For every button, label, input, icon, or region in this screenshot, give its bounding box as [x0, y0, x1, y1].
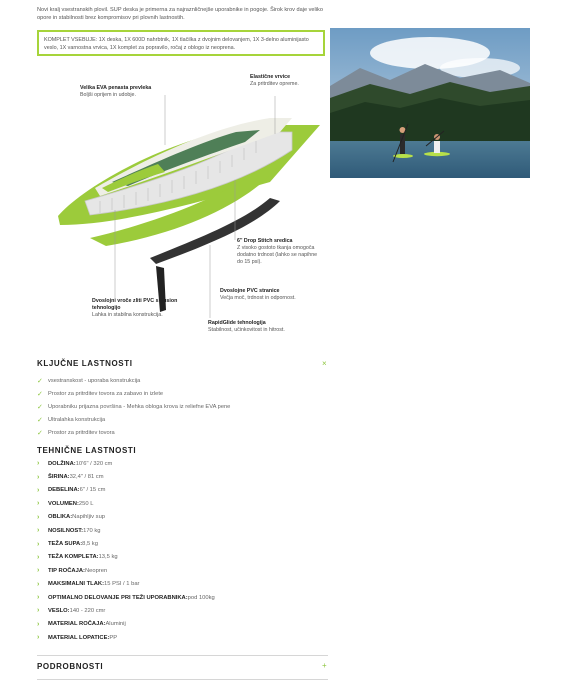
spec-label: TIP ROČAJA:	[48, 567, 85, 574]
callout-dropstitch-title: 6" Drop Stitch sredica	[237, 238, 293, 244]
chevron-right-icon: ›	[37, 513, 40, 521]
callout-dualpvc-title: Dvoslojni vroče zliti PVC s Fusion tehnologijo	[92, 298, 178, 311]
spec-label: DEBELINA:	[48, 487, 80, 494]
spec-value: 32,4" / 81 cm	[69, 474, 104, 481]
chevron-right-icon: ›	[37, 473, 40, 481]
spec-value: 8,5 kg	[82, 541, 98, 548]
spec-label: ŠIRINA:	[48, 474, 70, 481]
callout-dualpvc-desc: Lahka in stabilna konstrukcija.	[92, 312, 163, 318]
spec-value: 250 L	[78, 500, 94, 507]
chevron-right-icon: ›	[37, 620, 40, 628]
check-icon: ✓	[37, 377, 43, 385]
key-features-title: KLJUČNE LASTNOSTI	[37, 359, 133, 368]
callout-bungee	[250, 74, 330, 88]
callout-rapid-title: RapidGlide tehnologija	[208, 320, 266, 326]
spec-label: OPTIMALNO DELOVANJE PRI TEŽI UPORABNIKA:	[48, 594, 188, 601]
list-item	[37, 413, 327, 426]
spec-row	[37, 631, 337, 644]
spec-value: 170 kg	[83, 527, 101, 534]
feature-text: Prostor za pritrditev tovora	[48, 429, 115, 436]
spec-value: 140 - 220 cmr	[69, 607, 106, 614]
chevron-right-icon: ›	[37, 567, 40, 575]
callout-rails-title: Dvoslojne PVC stranice	[220, 288, 280, 294]
callout-dual-pvc	[92, 298, 192, 319]
spec-value: Aluminij	[105, 621, 126, 628]
chevron-right-icon: ›	[37, 580, 40, 588]
spec-row	[37, 497, 337, 510]
board-construction-diagram	[40, 70, 330, 345]
list-item	[37, 400, 327, 413]
chevron-right-icon: ›	[37, 607, 40, 615]
callout-drop-stitch	[237, 238, 322, 266]
callout-bungee-desc: Za pritrditev opreme.	[250, 81, 299, 87]
feature-text: Prostor za pritrditev tovora za zabavo in izlete	[48, 390, 164, 397]
details-accordion-title[interactable]: PODROBNOSTI	[37, 662, 104, 671]
spec-row	[37, 591, 337, 604]
spec-label: OBLIKA:	[48, 514, 73, 521]
spec-value: 13,5 kg	[98, 554, 118, 561]
lifestyle-photo	[330, 28, 530, 178]
divider	[37, 655, 328, 656]
list-item	[37, 387, 327, 400]
spec-label: DOLŽINA:	[48, 460, 76, 467]
check-icon: ✓	[37, 390, 43, 398]
spec-label: TEŽA KOMPLETA:	[48, 554, 99, 561]
callout-eva-pad	[80, 85, 190, 99]
spec-label: MAKSIMALNI TLAK:	[48, 581, 105, 588]
spec-row	[37, 578, 337, 591]
tech-specs-list	[37, 457, 337, 644]
chevron-right-icon: ›	[37, 634, 40, 642]
key-features-collapse-icon[interactable]: ×	[322, 359, 327, 368]
callout-rapid-desc: Stabilnost, učinkovitost in hitrost.	[208, 327, 285, 333]
spec-label: MATERIAL ROČAJA:	[48, 621, 106, 628]
spec-row	[37, 564, 337, 577]
callout-bungee-title: Elastične vrvice	[250, 74, 291, 80]
spec-value: Neopren	[84, 567, 108, 574]
product-intro: Novi kralj vsestranskih plovil. SUP deska je primerna za najraznličnejše uporabnike in pogoje. Širok krov daje veliko opore in stabilnosti brez kompromisov pri plovnih lastnostih.	[37, 7, 323, 22]
callout-rails-desc: Večja moč, trdnost in odpornost.	[220, 295, 296, 301]
spec-label: TEŽA SUPA:	[48, 541, 83, 548]
chevron-right-icon: ›	[37, 527, 40, 535]
callout-eva-desc: Boljši oprijem in udobje.	[80, 92, 136, 98]
feature-text: Ultralahka konstrukcija	[48, 416, 106, 423]
callout-eva-title: Velika EVA penasta prevleka	[80, 85, 152, 91]
callout-rapidglide	[208, 320, 318, 334]
tech-specs-title: TEHNIČNE LASTNOSTI	[37, 446, 137, 455]
spec-label: NOSILNOST:	[48, 527, 84, 534]
chevron-right-icon: ›	[37, 594, 40, 602]
spec-row	[37, 537, 337, 550]
spec-label: VOLUMEN:	[48, 500, 79, 507]
spec-value: Napihljiv sup	[72, 514, 106, 521]
plus-icon[interactable]: +	[322, 661, 327, 670]
check-icon: ✓	[37, 429, 43, 437]
check-icon: ✓	[37, 403, 43, 411]
spec-value: pod 100kg	[187, 594, 215, 601]
spec-row	[37, 604, 337, 617]
spec-row	[37, 551, 337, 564]
spec-label: VESLO:	[48, 607, 70, 614]
spec-row	[37, 457, 337, 470]
kit-contents-box: KOMPLET VSEBUJE: 1X deska, 1X 600D nahrbtnik, 1X tlačilka z dvojnim delovanjem, 1X 3-delno aluminijasto veslo, 1X varnostna vrvica, 1X komplet za popravilo, ročaj z oblogo iz neoprena.	[37, 30, 325, 56]
key-features-list	[37, 374, 327, 439]
chevron-right-icon: ›	[37, 500, 40, 508]
list-item	[37, 426, 327, 439]
spec-row	[37, 470, 337, 483]
callout-dropstitch-desc: Z visoko gostoto tkanja omogoča dodatno trdnost (lahko se napihne do 15 psi).	[237, 245, 318, 265]
spec-value: 10'6" / 320 cm	[75, 460, 113, 467]
spec-row	[37, 511, 337, 524]
chevron-right-icon: ›	[37, 460, 40, 468]
spec-value: PP	[109, 634, 118, 641]
spec-row	[37, 484, 337, 497]
callout-pvc-rails	[220, 288, 325, 302]
chevron-right-icon: ›	[37, 486, 40, 494]
check-icon: ✓	[37, 416, 43, 424]
spec-value: 6" / 15 cm	[79, 487, 106, 494]
divider	[37, 679, 328, 680]
feature-text: Uporabniku prijazna površina - Mehka obloga krova iz reliefne EVA pene	[48, 403, 231, 410]
list-item	[37, 374, 327, 387]
spec-label: MATERIAL LOPATICE:	[48, 634, 110, 641]
chevron-right-icon: ›	[37, 540, 40, 548]
chevron-right-icon: ›	[37, 553, 40, 561]
spec-value: 15 PSI / 1 bar	[104, 581, 140, 588]
spec-row	[37, 524, 337, 537]
spec-row	[37, 618, 337, 631]
feature-text: vsestranskost - uporaba konstrukcija	[48, 377, 141, 384]
